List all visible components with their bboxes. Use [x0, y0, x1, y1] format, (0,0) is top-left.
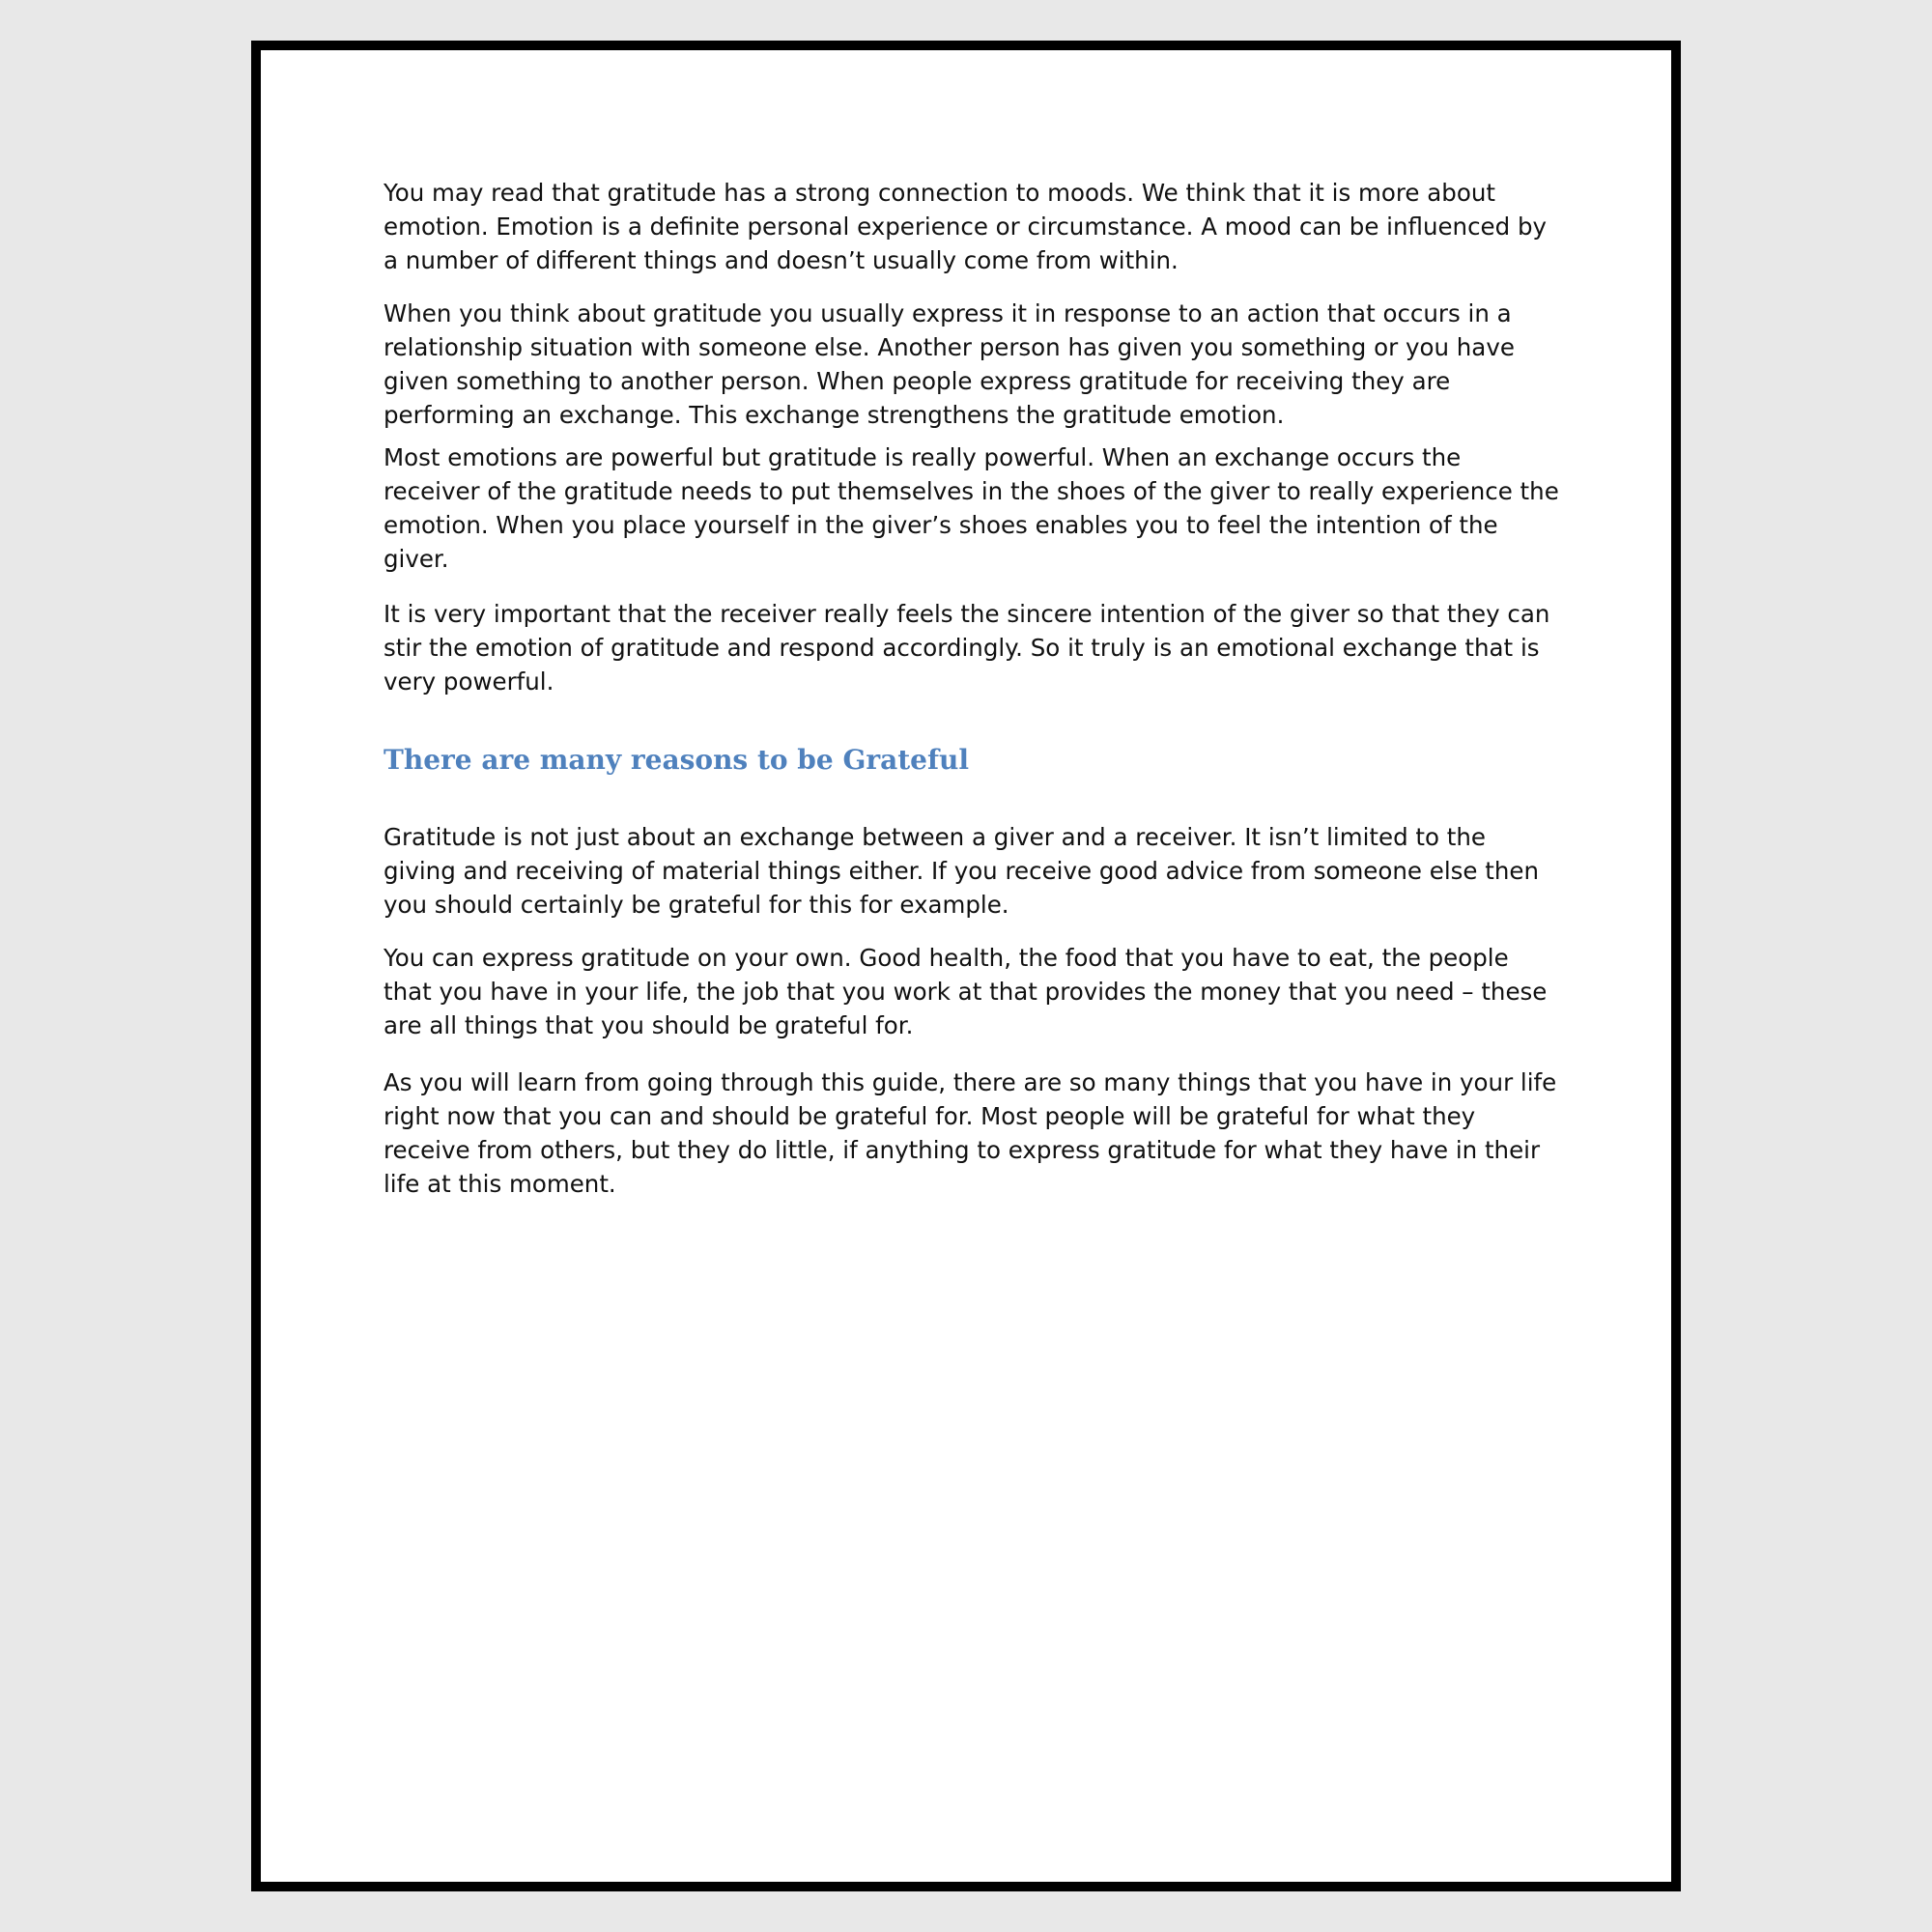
document-page: [251, 41, 1681, 1891]
paragraph-gratitude-powerful: Most emotions are powerful but gratitude is really powerful. When an exchange occurs the receiver of the gratitude needs to put themselves in the shoes of the giver to really experience the emotion. When you place yourself in the giver’s shoes enables you to feel the intention of the giver.: [384, 443, 1559, 573]
section-heading: There are many reasons to be Grateful: [384, 744, 970, 776]
paragraph-sincere-intention: It is very important that the receiver really feels the sincere intention of the giver so that they can stir the emotion of gratitude and respond accordingly. So it truly is an emotional exchange that is very powerful.: [384, 600, 1550, 696]
paragraph-gratitude-moods: You may read that gratitude has a strong connection to moods. We think that it is more about emotion. Emotion is a definite personal experience or circumstance. A mood can be influenced by a number of different things and doesn’t usually come from within.: [384, 179, 1548, 274]
paragraph-express-on-own: You can express gratitude on your own. Good health, the food that you have to eat, the people that you have in your life, the job that you work at that provides the money that you need – these are all things that you should be grateful for.: [384, 944, 1548, 1039]
paragraph-not-just-exchange: Gratitude is not just about an exchange between a giver and a receiver. It isn’t limited to the giving and receiving of material things either. If you receive good advice from someone else then you should certainly be grateful for this for example.: [384, 823, 1540, 919]
page-content: [384, 176, 1562, 1201]
paragraph-guide-learn: As you will learn from going through this guide, there are so many things that you have in your life right now that you can and should be grateful for. Most people will be grateful for what they receive from others, but they do little, if anything to express gratitude for what they have in their life at this moment.: [384, 1068, 1557, 1198]
paragraph-gratitude-relationship: When you think about gratitude you usually express it in response to an action that occurs in a relationship situation with someone else. Another person has given you something or you have given something to another person. When people express gratitude for receiving they are performing an exchange. This exchange strengthens the gratitude emotion.: [384, 299, 1515, 429]
